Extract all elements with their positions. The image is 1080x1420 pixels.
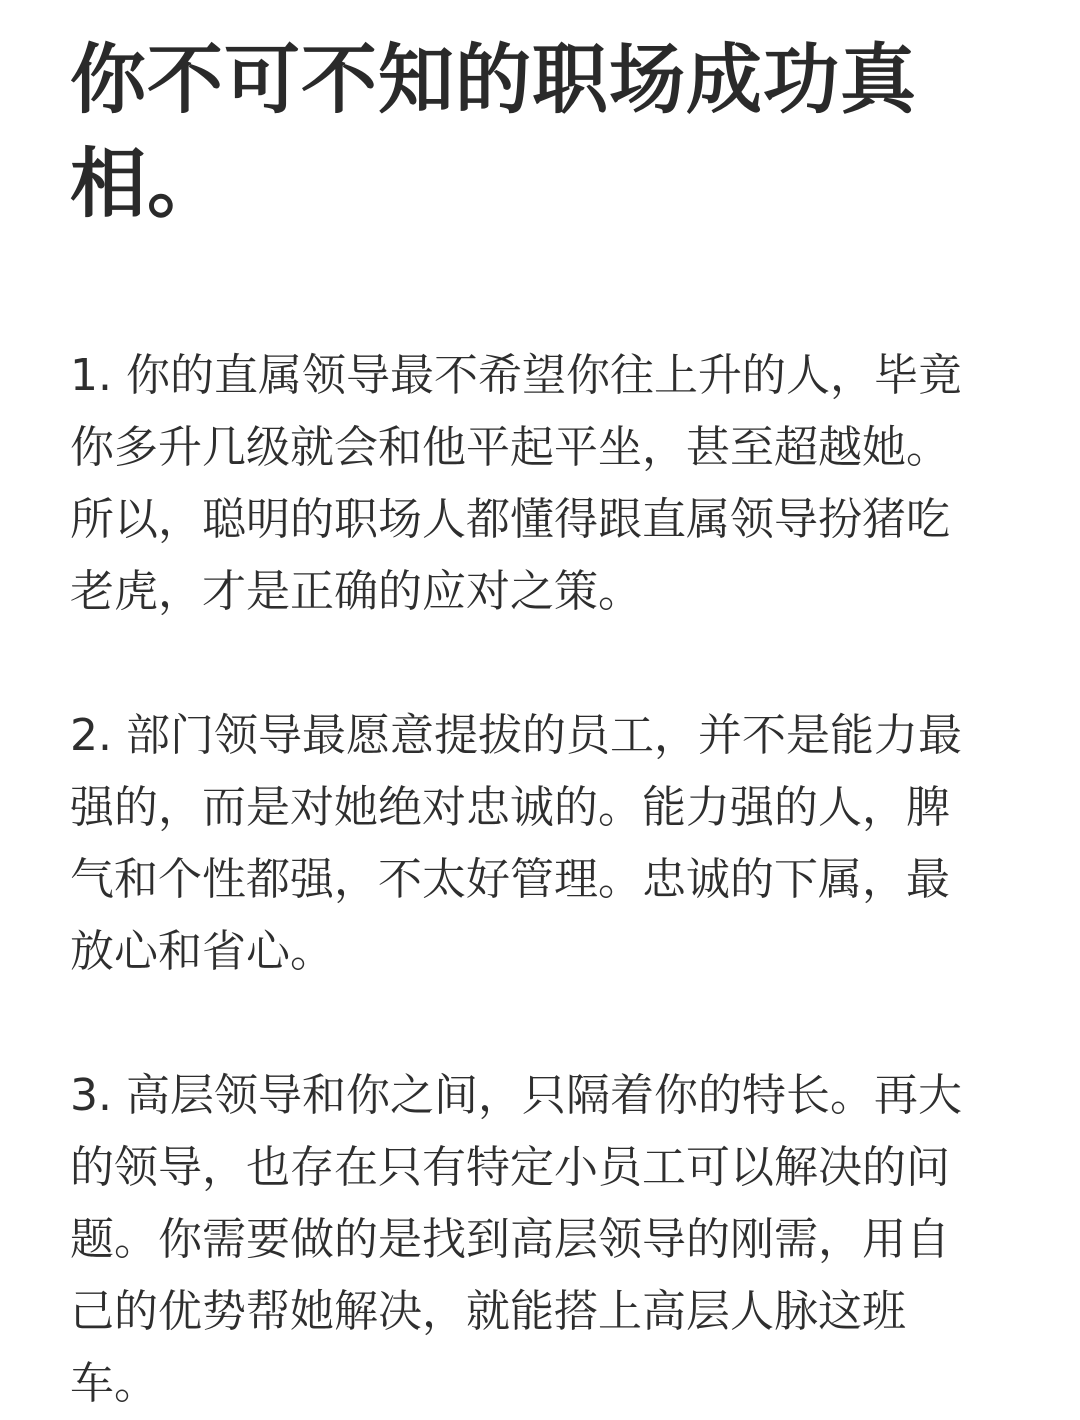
article-title: 你不可不知的职场成功真相。 (70, 35, 917, 228)
article (70, 28, 990, 1420)
article-section-2: 2. 部门领导最愿意提拔的员工，并不是能力最强的，而是对她绝对忠诚的。能力强的人，脾气和个性都强，不太好管理。忠诚的下属，最放心和省心。 (70, 710, 962, 977)
article-section-1: 1. 你的直属领导最不希望你往上升的人，毕竟你多升几级就会和他平起平坐，甚至超越她。所以，聪明的职场人都懂得跟直属领导扮猪吃老虎，才是正确的应对之策。 (70, 350, 962, 617)
article-section-3: 3. 高层领导和你之间，只隔着你的特长。再大的领导，也存在只有特定小员工可以解决的问题。你需要做的是找到高层领导的刚需，用自己的优势帮她解决，就能搭上高层人脉这班车。 (70, 1070, 962, 1409)
